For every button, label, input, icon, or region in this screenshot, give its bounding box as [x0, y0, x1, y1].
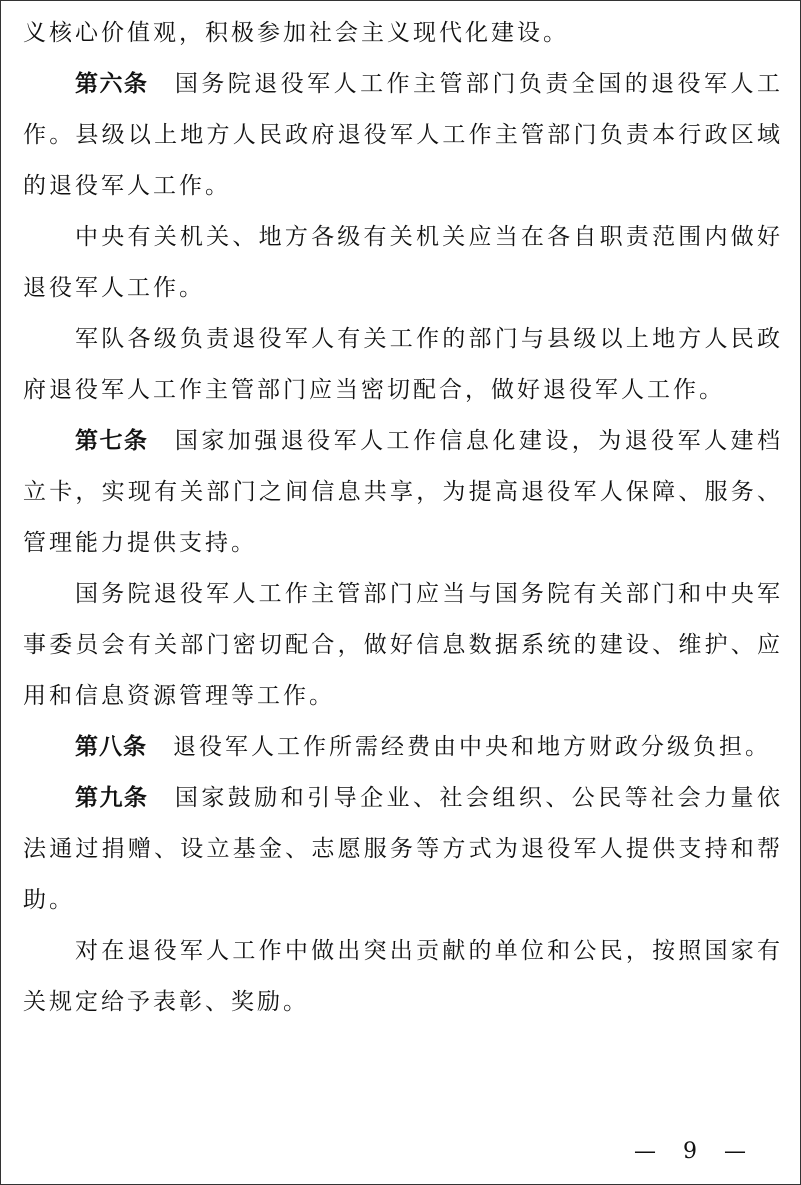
paragraph-article-8 [23, 722, 783, 773]
article-heading-6: 第六条 [75, 71, 149, 97]
paragraph [23, 569, 783, 722]
article-heading-9: 第九条 [75, 785, 149, 811]
article-heading-8: 第八条 [75, 734, 147, 760]
paragraph-article-7 [23, 416, 783, 569]
paragraph-text: 中央有关机关、地方各级有关机关应当在各自职责范围内做好退役军人工作。 [23, 224, 783, 301]
paragraph-text: 国家鼓励和引导企业、社会组织、公民等社会力量依法通过捐赠、设立基金、志愿服务等方式为退役军人提供支持和帮助。 [23, 785, 784, 913]
paragraph-continuation [23, 8, 783, 59]
document-body [23, 8, 783, 1028]
paragraph [23, 926, 783, 1028]
paragraph-text: 国务院退役军人工作主管部门负责全国的退役军人工作。县级以上地方人民政府退役军人工作主管部门负责本行政区域的退役军人工作。 [23, 71, 784, 199]
paragraph [23, 212, 783, 314]
paragraph-text: 义核心价值观，积极参加社会主义现代化建设。 [23, 20, 569, 46]
paragraph-text: 退役军人工作所需经费由中央和地方财政分级负担。 [147, 734, 771, 760]
paragraph-article-6 [23, 59, 783, 212]
page-number: — 9 — [634, 1139, 756, 1164]
paragraph-text: 国务院退役军人工作主管部门应当与国务院有关部门和中央军事委员会有关部门密切配合，做好信息数据系统的建设、维护、应用和信息资源管理等工作。 [23, 581, 783, 709]
article-heading-7: 第七条 [75, 428, 149, 454]
paragraph-text: 军队各级负责退役军人有关工作的部门与县级以上地方人民政府退役军人工作主管部门应当密切配合，做好退役军人工作。 [23, 326, 783, 403]
paragraph-text: 对在退役军人工作中做出突出贡献的单位和公民，按照国家有关规定给予表彰、奖励。 [23, 938, 783, 1015]
paragraph-text: 国家加强退役军人工作信息化建设，为退役军人建档立卡，实现有关部门之间信息共享，为提高退役军人保障、服务、管理能力提供支持。 [23, 428, 784, 556]
paragraph [23, 314, 783, 416]
paragraph-article-9 [23, 773, 783, 926]
